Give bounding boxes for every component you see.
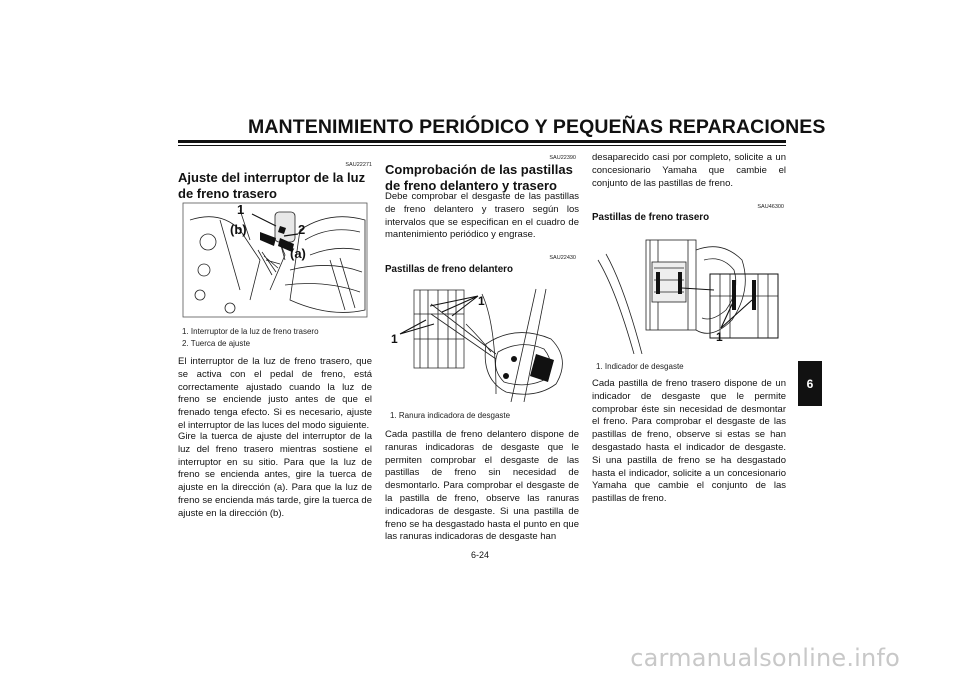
intro-paragraph: Debe comprobar el desgaste de las pastillas de freno delantero y trasero según los intervalos que se especifican en el cuadro de mantenimiento periódico y engrase. bbox=[385, 191, 579, 241]
body-paragraph: Cada pastilla de freno trasero dispone de un indicador de desgaste que le permite comprobar éste sin necesidad de desmontar el freno. Para comprobar el desgaste de las pastillas de freno, observe si estas se han desgastado hasta el indicador de desgaste. Si una pastilla de freno se ha desgastado hasta el indicador, solicite a un concesionario Yamaha que cambie el conjunto de las pastillas de freno. bbox=[592, 378, 786, 505]
header-rule bbox=[178, 140, 786, 143]
watermark-text: carmanualsonline.info bbox=[630, 644, 900, 672]
chapter-tab: 6 bbox=[798, 361, 822, 406]
subsection-title: Pastillas de freno delantero bbox=[385, 264, 513, 275]
section-title: Ajuste del interruptor de la luz de freno trasero bbox=[178, 170, 366, 201]
figure-caption: 1. Ranura indicadora de desgaste bbox=[390, 411, 511, 420]
section-code: SAU22271 bbox=[345, 162, 372, 168]
subsection-code: SAU22430 bbox=[549, 255, 576, 261]
caption-line: 1. Interruptor de la luz de freno trasero bbox=[182, 327, 319, 336]
figure-label-1: 1 bbox=[716, 330, 723, 344]
figure-label-1: 1 bbox=[391, 332, 398, 346]
figure-label-1: 1 bbox=[237, 202, 245, 217]
continued-paragraph: desaparecido casi por completo, solicite a un concesionario Yamaha que cambie el conjunto de las pastillas de freno. bbox=[592, 152, 786, 189]
figure-label-2: 2 bbox=[298, 222, 306, 237]
page-title: MANTENIMIENTO PERIÓDICO Y PEQUEÑAS REPARACIONES bbox=[248, 116, 826, 138]
caption-line: 2. Tuerca de ajuste bbox=[182, 339, 251, 348]
section-code: SAU22390 bbox=[549, 155, 576, 161]
rear-brake-figure bbox=[592, 230, 784, 354]
section-title: Comprobación de las pastillas de freno delantero y trasero bbox=[385, 162, 573, 193]
page-number: 6-24 bbox=[470, 550, 489, 560]
subsection-title: Pastillas de freno trasero bbox=[592, 212, 710, 223]
brake-switch-figure bbox=[180, 200, 370, 320]
subsection-code: SAU46300 bbox=[757, 204, 784, 210]
figure-label-b: (b) bbox=[230, 222, 247, 237]
figure-label-a: (a) bbox=[290, 246, 306, 261]
header-rule-thin bbox=[178, 145, 786, 146]
figure-label-1: 1 bbox=[478, 294, 485, 308]
front-brake-figure bbox=[386, 284, 576, 402]
body-paragraph: Cada pastilla de freno delantero dispone de ranuras indicadoras de desgaste que le permiten comprobar el desgaste de las pastillas de freno sin necesidad de desmontarlo. Para comprobar el desgaste de la pastilla de freno, observe las ranuras indicadoras de desgaste. Si una pastilla de freno se ha desgastado hasta el punto en que las ranuras indicadoras de desgaste han bbox=[385, 429, 579, 543]
figure-caption bbox=[182, 326, 372, 350]
body-paragraph: El interruptor de la luz de freno trasero, que se activa con el pedal de freno, está correctamente ajustado cuando la luz de freno se enciende justo antes de que el frenado tenga efecto. Si es necesario, ajuste el interruptor de las luces del modo siguiente. bbox=[178, 356, 372, 431]
figure-caption: 1. Indicador de desgaste bbox=[596, 362, 684, 371]
body-paragraph: Gire la tuerca de ajuste del interruptor de la luz del freno trasero mientras sostiene el interruptor en su sitio. Para que la luz de freno se encienda antes, gire la tuerca de ajuste en la dirección (a). Para que la luz de freno se encienda más tarde, gire la tuerca de ajuste en la dirección (b). bbox=[178, 431, 372, 519]
